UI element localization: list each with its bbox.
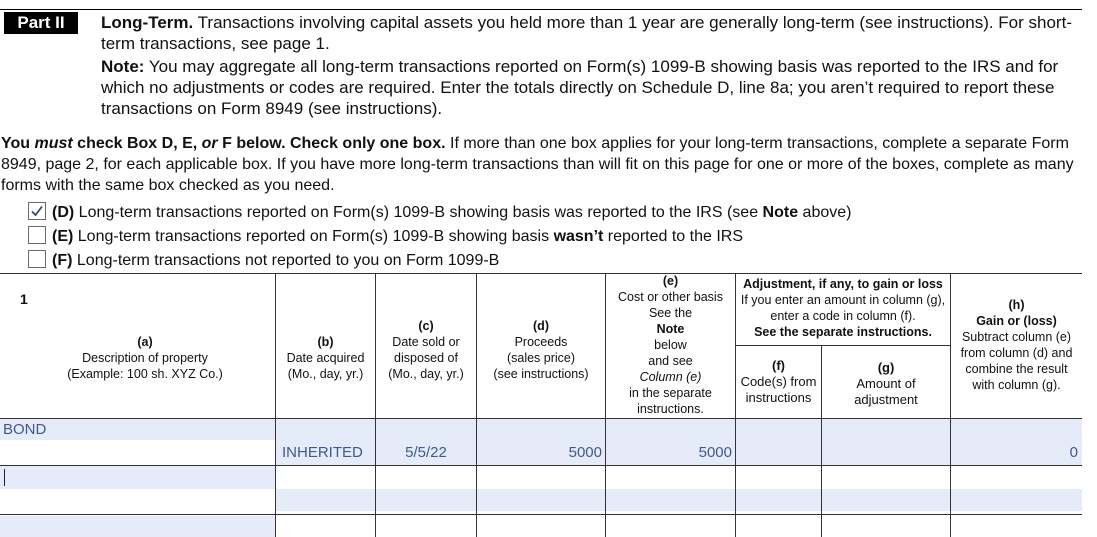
checkbox-d-text: Long-term transactions reported on Form(s) 1099-B showing basis was reported to the IRS (see bbox=[78, 204, 763, 221]
col-h-line1: Gain or (loss) bbox=[976, 314, 1057, 328]
text-cursor bbox=[4, 469, 5, 486]
col-d-line3: (see instructions) bbox=[493, 367, 589, 381]
col-f-letter: (f) bbox=[772, 358, 785, 373]
col-f-line1: Code(s) from bbox=[740, 374, 817, 389]
part-label: Part II bbox=[4, 12, 78, 34]
col-e-line3 bbox=[640, 353, 702, 385]
row1-proceeds-field[interactable]: 5000 bbox=[568, 444, 602, 461]
row1-date-sold-field[interactable]: 5/5/22 bbox=[405, 444, 447, 461]
checkbox-d-note: Note bbox=[762, 204, 799, 221]
col-h-line5: with column (g). bbox=[972, 378, 1061, 392]
header-adjustment bbox=[736, 276, 950, 342]
checkbox-row-d[interactable] bbox=[28, 202, 851, 224]
col-d-letter: (d) bbox=[533, 319, 549, 333]
box-instructions bbox=[1, 133, 1081, 196]
header-col-f bbox=[736, 353, 821, 411]
col-e-line4: in the separate bbox=[629, 386, 712, 400]
col-d-line2: (sales price) bbox=[506, 351, 576, 365]
col-d-line1: Proceeds bbox=[514, 335, 568, 349]
part-intro bbox=[101, 12, 1076, 119]
col-g-line2: adjustment bbox=[854, 392, 918, 407]
checkbox-e-text-end: reported to the IRS bbox=[603, 228, 743, 245]
header-col-h bbox=[951, 295, 1082, 395]
col-h-line3: from column (d) and bbox=[960, 346, 1073, 360]
row2-values-band bbox=[275, 489, 1082, 511]
col-c-line3: (Mo., day, yr.) bbox=[388, 367, 464, 381]
checkbox-d-code: (D) bbox=[52, 204, 75, 221]
checkbox-f-text: Long-term transactions not reported to you on Form 1099-B bbox=[76, 252, 500, 269]
col-h-line2: Subtract column (e) bbox=[961, 330, 1072, 344]
col-e-line1: Cost or other basis bbox=[618, 290, 723, 304]
instr-bold-2: check Box D, E, bbox=[72, 135, 202, 152]
header-col-g bbox=[822, 355, 950, 413]
col-h-letter: (h) bbox=[1008, 298, 1025, 312]
part-title: Long-Term. bbox=[101, 13, 194, 32]
adj-divider bbox=[735, 345, 950, 346]
col-e-line5: instructions. bbox=[637, 402, 704, 416]
row3-desc-band bbox=[0, 516, 275, 537]
col-e-line2-c: below bbox=[654, 338, 687, 352]
header-col-a bbox=[20, 313, 270, 403]
header-col-c bbox=[376, 305, 476, 395]
col-a-line2: (Example: 100 sh. XYZ Co.) bbox=[67, 367, 223, 381]
row1-desc-band bbox=[0, 419, 1082, 440]
col-e-letter: (e) bbox=[662, 274, 679, 288]
col-f-line2: instructions bbox=[745, 390, 812, 405]
checkmark-icon bbox=[30, 204, 44, 218]
adj-title: Adjustment, if any, to gain or loss bbox=[743, 277, 943, 291]
instr-bold-1: You bbox=[1, 135, 35, 152]
instr-must: must bbox=[34, 135, 73, 152]
col-c-line2: disposed of bbox=[394, 351, 458, 365]
note-label: Note: bbox=[101, 57, 145, 76]
part-intro-text: Transactions involving capital assets you held more than 1 year are generally long-term (see instructions). For short-term transactions, see page 1. bbox=[101, 13, 1072, 53]
checkbox-e-wasnt: wasn’t bbox=[553, 228, 604, 245]
col-c-line1: Date sold or bbox=[392, 335, 460, 349]
col-b-letter: (b) bbox=[317, 335, 334, 349]
header-col-d bbox=[477, 305, 605, 395]
checkbox-e[interactable] bbox=[28, 226, 46, 244]
col-e-line2 bbox=[649, 305, 692, 353]
header-col-b bbox=[276, 313, 375, 403]
checkbox-row-f[interactable] bbox=[28, 250, 499, 272]
col-h-line4: combine the result bbox=[965, 362, 1068, 376]
instr-rest: If more than one box applies for your long-term transactions, complete a separate Form 8949, page 2, for each applicable box. If you have more long-term transactions than will fit on this page for one or more of the boxes, complete as many forms with the same box checked as you need. bbox=[1, 135, 1074, 194]
col-e-line2-a: See the bbox=[648, 306, 693, 320]
row1-description-field[interactable]: BOND bbox=[3, 421, 47, 438]
col-a-letter: (a) bbox=[137, 335, 153, 349]
instr-or: or bbox=[201, 135, 218, 152]
col-b-line1: Date acquired bbox=[286, 351, 365, 365]
checkbox-d-text-end: above) bbox=[798, 204, 852, 221]
col-a-line1: Description of property bbox=[82, 351, 208, 365]
col-c-letter: (c) bbox=[418, 319, 434, 333]
col-e-note: Note bbox=[656, 322, 685, 336]
row1-bottom-rule bbox=[0, 465, 1082, 466]
adj-line1: If you enter an amount in column (g), bbox=[740, 293, 946, 307]
col-e-line3-a: and see bbox=[648, 354, 693, 368]
checkbox-f-code: (F) bbox=[52, 252, 73, 269]
instr-bold-3: F below. Check only one box. bbox=[217, 135, 446, 152]
checkbox-d[interactable] bbox=[28, 202, 46, 220]
line-number: 1 bbox=[20, 291, 28, 307]
transactions-table bbox=[0, 273, 1082, 537]
note-text: You may aggregate all long-term transactions reported on Form(s) 1099-B showing basis was reported to the IRS and for which no adjustments or codes are required. Enter the totals directly on Schedule D, line 8a; you aren’t required to report these transactions on Form 8949 (see instructions). bbox=[101, 57, 1059, 118]
row1-cost-basis-field[interactable]: 5000 bbox=[698, 444, 732, 461]
row2-bottom-rule bbox=[0, 514, 1082, 515]
top-rule bbox=[0, 9, 1082, 10]
col-g-letter: (g) bbox=[877, 360, 895, 375]
header-col-e bbox=[606, 274, 735, 416]
header-bottom-rule bbox=[0, 418, 1082, 419]
col-b-line2: (Mo., day, yr.) bbox=[287, 367, 364, 381]
checkbox-f[interactable] bbox=[28, 250, 46, 268]
adj-line3: See the separate instructions. bbox=[754, 325, 932, 339]
adj-line2: enter a code in column (f). bbox=[770, 309, 916, 323]
row2-desc-band bbox=[0, 465, 275, 489]
table-top-rule bbox=[0, 273, 1082, 274]
col-e-column-ref: Column (e) bbox=[639, 370, 702, 384]
row1-gain-loss-field[interactable]: 0 bbox=[1069, 444, 1078, 461]
checkbox-e-code: (E) bbox=[52, 228, 74, 245]
col-g-line1: Amount of bbox=[856, 376, 916, 391]
checkbox-row-e[interactable] bbox=[28, 226, 743, 248]
row1-date-acquired-field[interactable]: INHERITED bbox=[282, 444, 363, 461]
checkbox-e-text: Long-term transactions reported on Form(s) 1099-B showing basis bbox=[77, 228, 554, 245]
